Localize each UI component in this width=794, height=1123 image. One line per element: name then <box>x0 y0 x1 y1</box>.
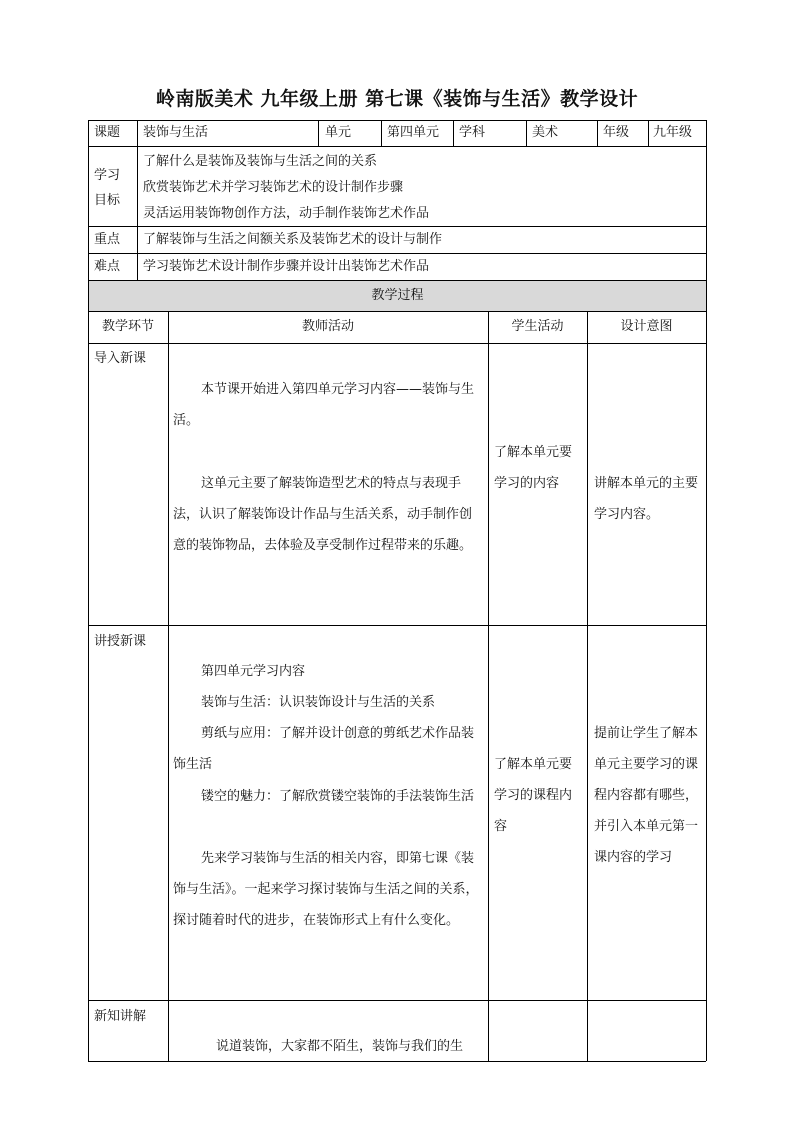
grade-label: 年级 <box>603 125 630 140</box>
subject-label: 课题 <box>94 125 121 140</box>
subject-value: 装饰与生活 <box>143 125 209 140</box>
unit-label: 单元 <box>325 125 352 140</box>
stage-teaching: 讲授新课 <box>94 634 147 649</box>
table-border <box>88 226 706 227</box>
table-border <box>168 311 169 1061</box>
table-border <box>88 120 706 121</box>
table-border <box>381 120 382 146</box>
discipline-value: 美术 <box>532 125 559 140</box>
table-border <box>88 343 706 344</box>
stage-intro: 导入新课 <box>94 351 147 366</box>
table-border <box>88 146 706 147</box>
discipline-label: 学科 <box>459 125 486 140</box>
process-header: 教学过程 <box>371 288 424 303</box>
column-header-student: 学生活动 <box>511 319 564 334</box>
column-header-stage: 教学环节 <box>101 319 154 334</box>
difficulty-text: 学习装饰艺术设计制作步骤并设计出装饰艺术作品 <box>143 259 430 274</box>
objective-item: 欣赏装饰艺术并学习装饰艺术的设计制作步骤 <box>143 180 404 195</box>
table-border <box>88 1000 706 1001</box>
unit-value: 第四单元 <box>387 125 440 140</box>
teacher-paragraph: 装饰与生活：认识装饰设计与生活的关系 <box>201 695 436 710</box>
table-border <box>88 311 706 312</box>
objectives-label-2: 目标 <box>94 193 121 208</box>
column-header-teacher: 教师活动 <box>301 319 354 334</box>
table-border <box>88 625 706 626</box>
table-border <box>648 120 649 146</box>
teacher-paragraph: 这单元主要了解装饰造型艺术的特点与表现手法，认识了解装饰设计作品与生活关系，动手制作创意的装饰物品，去体验及享受制作过程带来的乐趣。 <box>173 476 473 553</box>
table-border <box>88 253 706 254</box>
document-title: 岭南版美术 九年级上册 第七课《装饰与生活》教学设计 <box>155 88 639 110</box>
table-border <box>706 120 707 1061</box>
teacher-paragraph: 本节课开始进入第四单元学习内容——装饰与生活。 <box>173 382 475 428</box>
key-point-text: 了解装饰与生活之间额关系及装饰艺术的设计与制作 <box>143 232 443 247</box>
teacher-paragraph: 先来学习装饰与生活的相关内容，即第七课《装饰与生活》。一起来学习探讨装饰与生活之间的关系，探讨随着时代的进步，在装饰形式上有什么变化。 <box>173 851 479 928</box>
table-border <box>597 120 598 146</box>
teacher-paragraph: 剪纸与应用：了解并设计创意的剪纸艺术作品装饰生活 <box>173 726 475 772</box>
design-intent: 提前让学生了解本单元主要学习的课程内容都有哪些，并引入本单元第一课内容的学习 <box>594 726 699 865</box>
objective-item: 灵活运用装饰物创作方法，动手制作装饰艺术作品 <box>143 206 430 221</box>
table-border <box>526 120 527 146</box>
table-border <box>88 120 89 1061</box>
table-border <box>488 311 489 1061</box>
objectives-label-1: 学习 <box>94 168 121 183</box>
column-header-intent: 设计意图 <box>620 319 673 334</box>
table-border <box>137 120 138 280</box>
table-border <box>587 311 588 1061</box>
grade-value: 九年级 <box>653 125 693 140</box>
table-border <box>453 120 454 146</box>
table-border <box>318 120 319 146</box>
key-point-label: 重点 <box>94 232 121 247</box>
teacher-paragraph: 镂空的魅力：了解欣赏镂空装饰的手法装饰生活 <box>201 789 475 804</box>
design-intent: 讲解本单元的主要学习内容。 <box>594 476 699 522</box>
teacher-paragraph: 第四单元学习内容 <box>201 664 306 679</box>
teacher-paragraph: 说道装饰，大家都不陌生，装饰与我们的生 <box>216 1039 464 1054</box>
student-activity: 了解本单元要学习的内容 <box>494 445 573 491</box>
stage-new-knowledge: 新知讲解 <box>94 1009 147 1024</box>
difficulty-label: 难点 <box>94 259 121 274</box>
student-activity: 了解本单元要学习的课程内容 <box>494 757 573 834</box>
objective-item: 了解什么是装饰及装饰与生活之间的关系 <box>143 154 378 169</box>
